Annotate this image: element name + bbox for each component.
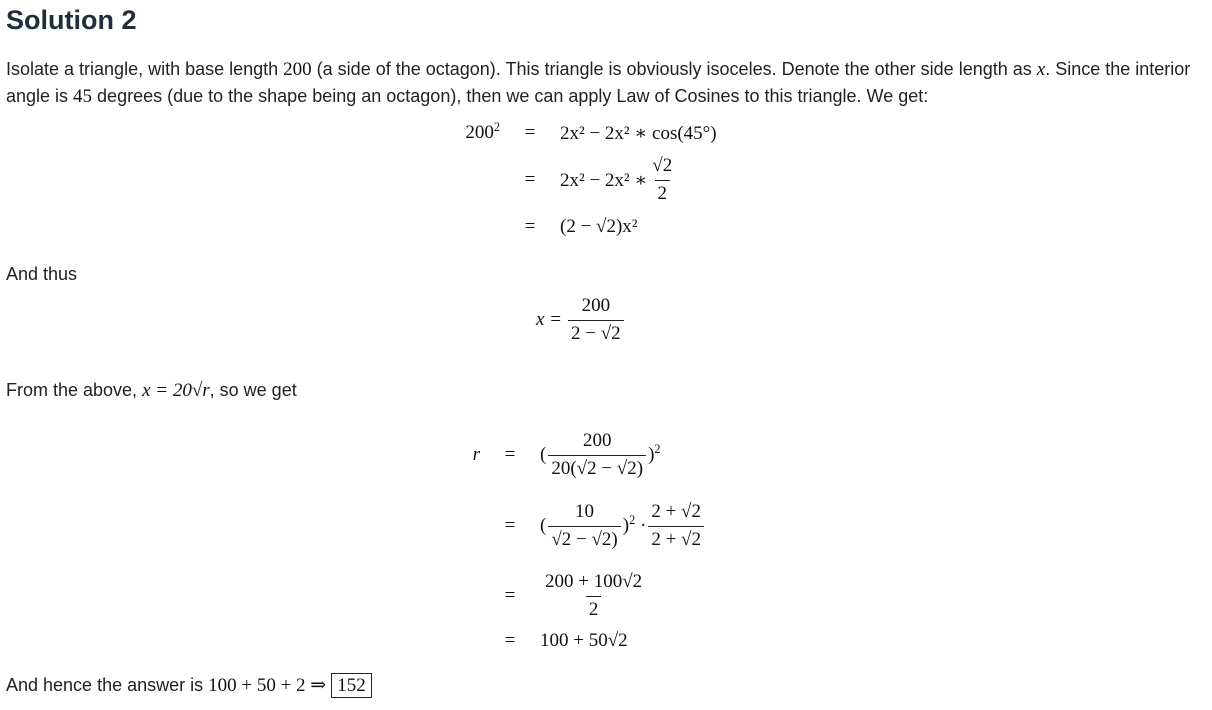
from-above-text: From the above, x = 20√r, so we get <box>6 380 297 401</box>
answer-box: 152 <box>331 673 372 698</box>
eq1-line1: 2x² − 2x² ∗ cos(45°) <box>560 122 717 144</box>
section-title: Solution 2 <box>6 5 137 35</box>
eq1-line3: (2 − √2)x² <box>560 216 638 237</box>
eq1-line2: 2x² − 2x² ∗ <box>560 169 648 191</box>
and-thus-text: And thus <box>6 264 78 284</box>
intro-paragraph: Isolate a triangle, with base length 200 (a side of the octagon). This triangle is obviously isoceles. Denote the other side length as x. Since the interior angle is 45 degrees (due to the shape being an octagon), then we can apply Law of Cosines to this triangle. We get: <box>6 59 1191 107</box>
final-answer-text: And hence the answer is 100 + 50 + 2 ⇒ 152 <box>6 674 372 697</box>
x-solution-equation: x = $\frac{200}{2 - √2}$ <box>536 296 626 345</box>
